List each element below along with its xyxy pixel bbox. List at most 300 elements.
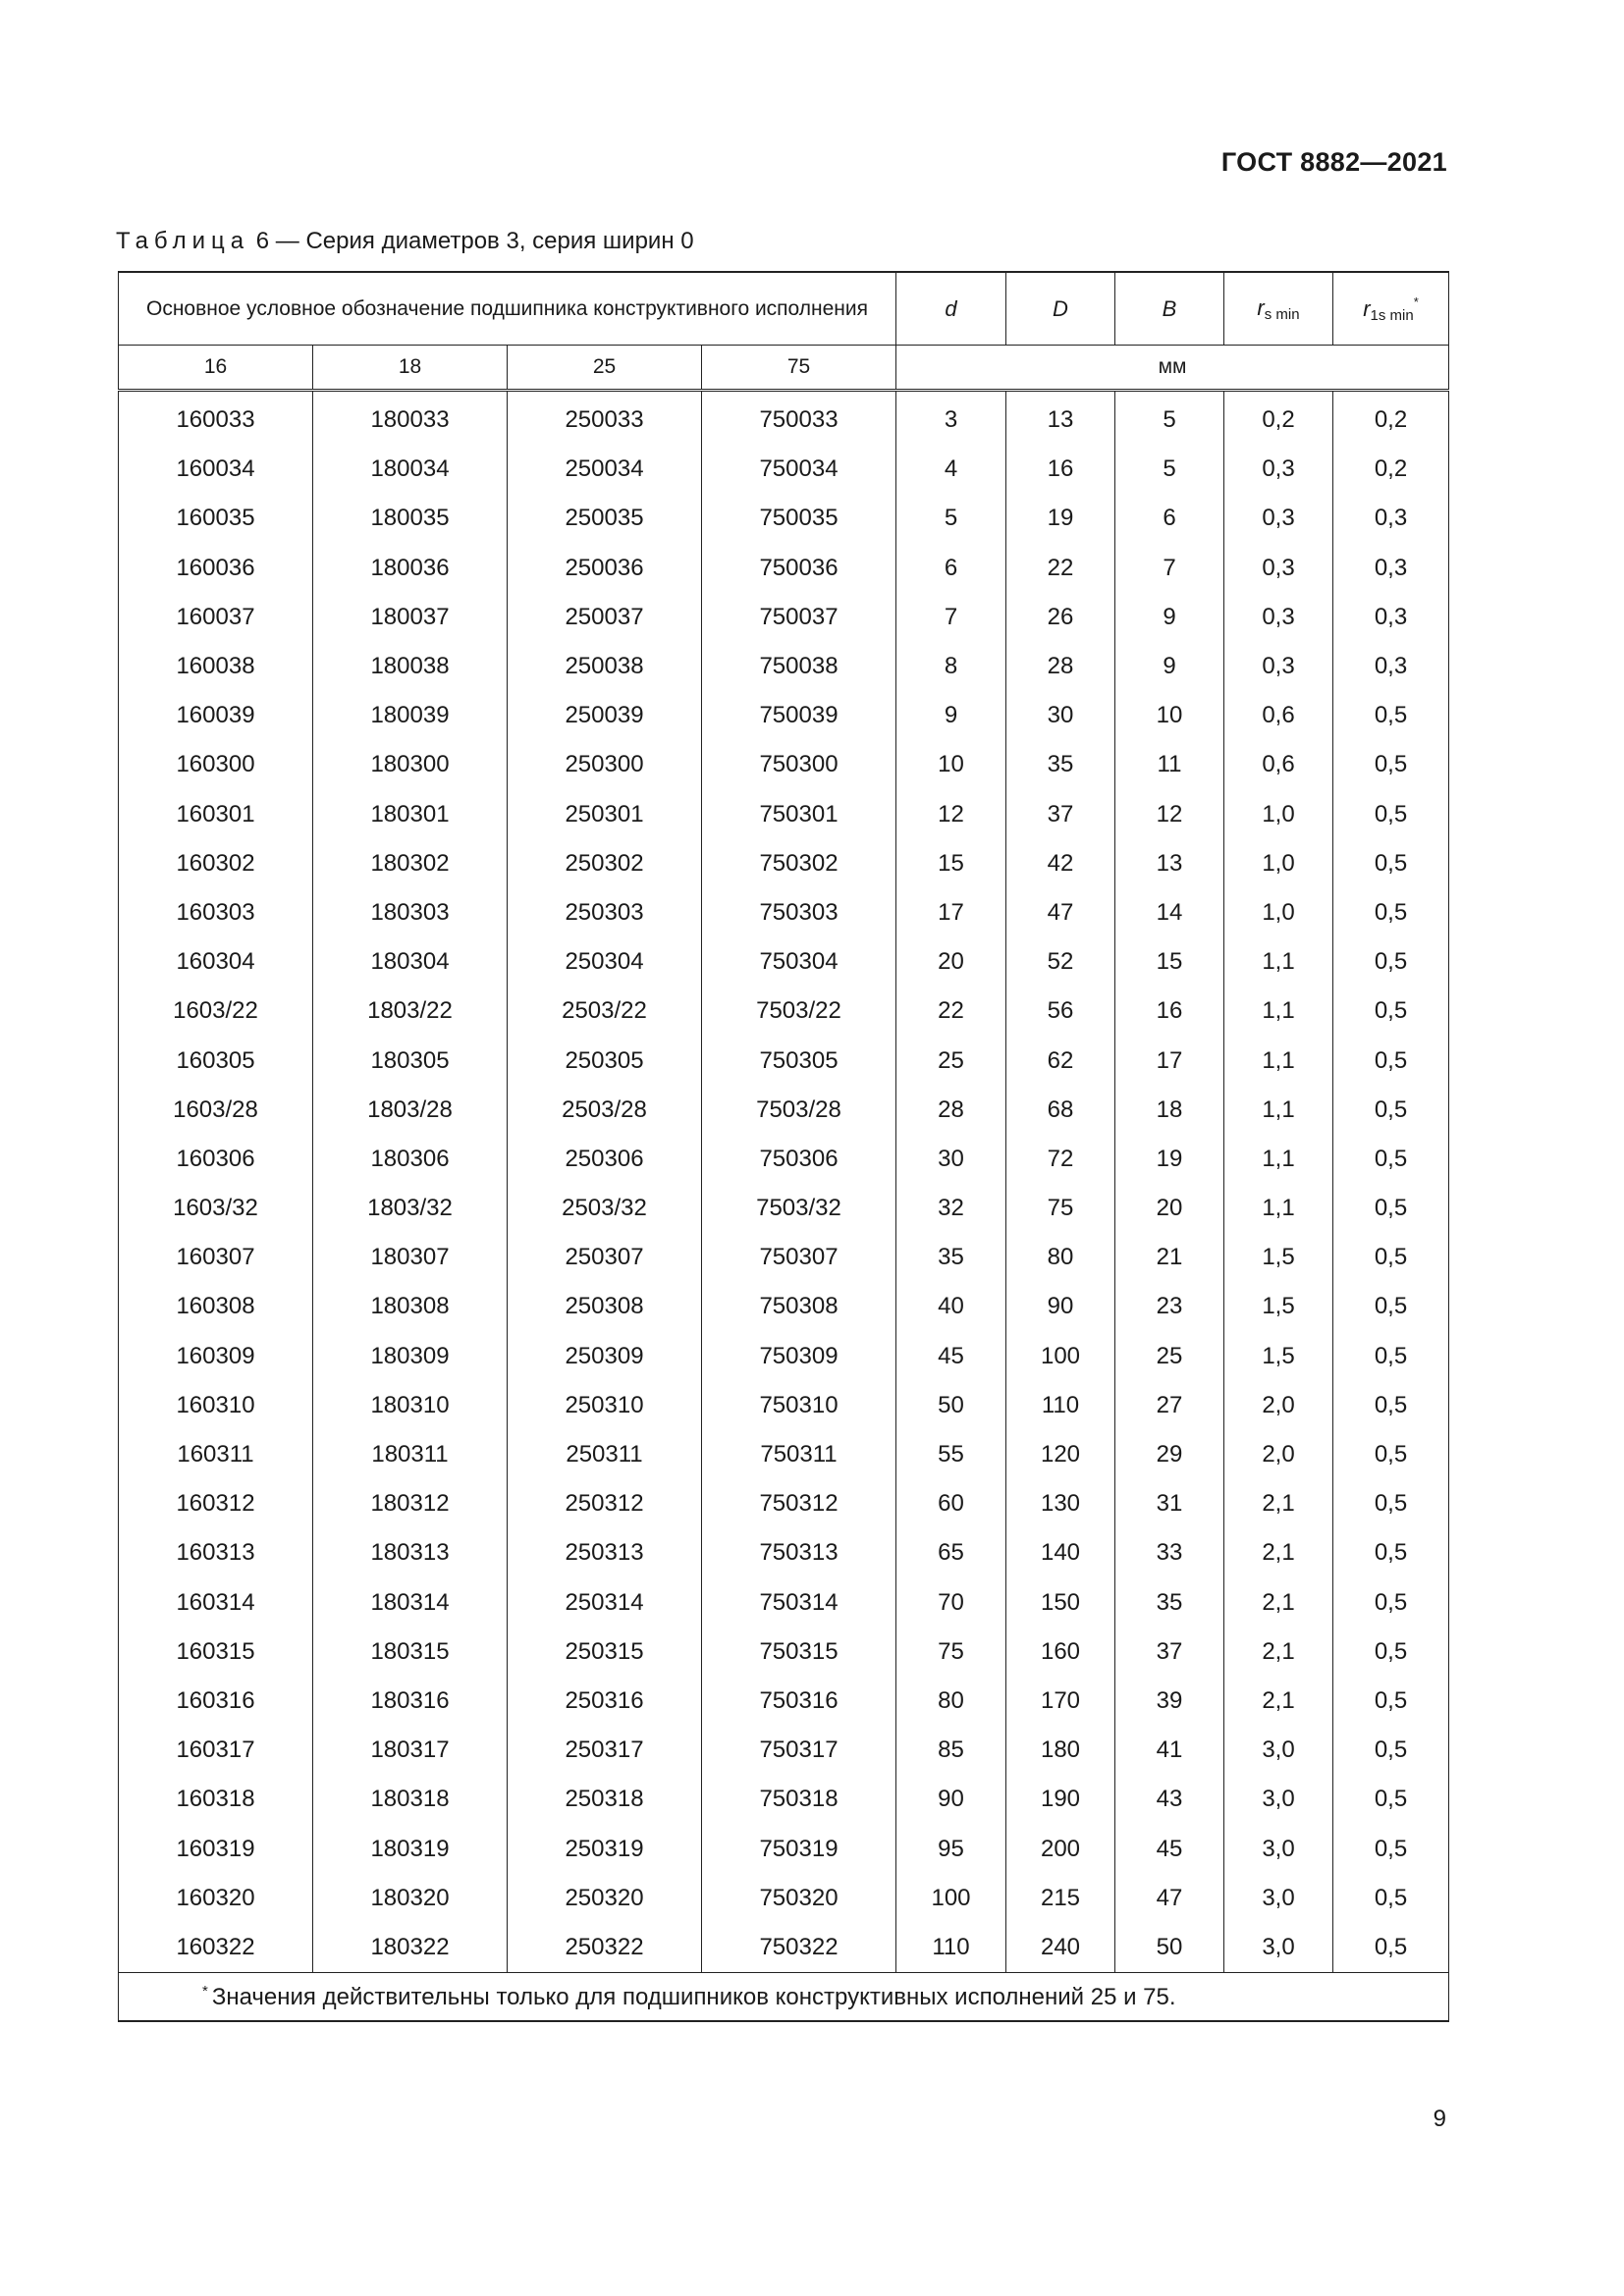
cell-designation-75: 750038 bbox=[702, 642, 896, 691]
cell-rs-min-value: 1,1 bbox=[1224, 1135, 1333, 1184]
cell-d-value: 7 bbox=[896, 593, 1006, 642]
cell-rs-min-value: 2,1 bbox=[1224, 1479, 1333, 1528]
cell-designation-25: 250312 bbox=[508, 1479, 702, 1528]
table-row bbox=[119, 1726, 1449, 1775]
table-row bbox=[119, 642, 1449, 691]
cell-rs-min-value: 3,0 bbox=[1224, 1824, 1333, 1873]
cell-outer-d-value: 52 bbox=[1006, 937, 1115, 987]
cell-designation-16: 160038 bbox=[119, 642, 313, 691]
cell-designation-25: 250038 bbox=[508, 642, 702, 691]
cell-b-value: 43 bbox=[1115, 1775, 1224, 1824]
cell-b-value: 11 bbox=[1115, 740, 1224, 789]
table-row bbox=[119, 1528, 1449, 1577]
cell-d-value: 95 bbox=[896, 1824, 1006, 1873]
cell-designation-18: 180304 bbox=[313, 937, 508, 987]
cell-designation-25: 250313 bbox=[508, 1528, 702, 1577]
header-row-main bbox=[119, 272, 1449, 346]
cell-outer-d-value: 75 bbox=[1006, 1184, 1115, 1233]
cell-b-value: 12 bbox=[1115, 790, 1224, 839]
cell-d-value: 110 bbox=[896, 1923, 1006, 1973]
table-row bbox=[119, 1086, 1449, 1135]
cell-b-value: 7 bbox=[1115, 544, 1224, 593]
footnote-row bbox=[119, 1973, 1449, 2022]
footnote-text: Значения действительны только для подшипников конструктивных исполнений 25 и 75. bbox=[211, 1983, 1176, 2010]
cell-b-value: 47 bbox=[1115, 1874, 1224, 1923]
cell-designation-75: 7503/22 bbox=[702, 987, 896, 1036]
cell-r1s-min-value: 0,2 bbox=[1333, 391, 1449, 446]
cell-designation-25: 250302 bbox=[508, 839, 702, 888]
cell-designation-16: 160316 bbox=[119, 1677, 313, 1726]
table-row bbox=[119, 1479, 1449, 1528]
cell-b-value: 5 bbox=[1115, 445, 1224, 494]
cell-b-value: 31 bbox=[1115, 1479, 1224, 1528]
width-header: B bbox=[1115, 272, 1224, 346]
cell-r1s-min-value: 0,5 bbox=[1333, 1135, 1449, 1184]
cell-r1s-min-value: 0,5 bbox=[1333, 987, 1449, 1036]
cell-rs-min-value: 0,2 bbox=[1224, 391, 1333, 446]
cell-designation-18: 180307 bbox=[313, 1233, 508, 1282]
cell-r1s-min-value: 0,5 bbox=[1333, 691, 1449, 740]
cell-outer-d-value: 37 bbox=[1006, 790, 1115, 839]
table-row bbox=[119, 391, 1449, 446]
cell-outer-d-value: 22 bbox=[1006, 544, 1115, 593]
cell-r1s-min-value: 0,5 bbox=[1333, 1036, 1449, 1085]
cell-rs-min-value: 0,6 bbox=[1224, 691, 1333, 740]
cell-d-value: 8 bbox=[896, 642, 1006, 691]
cell-d-value: 65 bbox=[896, 1528, 1006, 1577]
cell-b-value: 15 bbox=[1115, 937, 1224, 987]
cell-designation-16: 160304 bbox=[119, 937, 313, 987]
variant-header-75: 75 bbox=[702, 346, 896, 391]
cell-d-value: 85 bbox=[896, 1726, 1006, 1775]
cell-designation-16: 160033 bbox=[119, 391, 313, 446]
cell-b-value: 9 bbox=[1115, 593, 1224, 642]
table-row bbox=[119, 1381, 1449, 1430]
cell-designation-16: 160302 bbox=[119, 839, 313, 888]
cell-d-value: 32 bbox=[896, 1184, 1006, 1233]
cell-d-value: 28 bbox=[896, 1086, 1006, 1135]
cell-outer-d-value: 62 bbox=[1006, 1036, 1115, 1085]
cell-designation-18: 180320 bbox=[313, 1874, 508, 1923]
cell-r1s-min-value: 0,3 bbox=[1333, 642, 1449, 691]
table-row bbox=[119, 1332, 1449, 1381]
cell-b-value: 39 bbox=[1115, 1677, 1224, 1726]
table-row bbox=[119, 790, 1449, 839]
cell-rs-min-value: 0,3 bbox=[1224, 494, 1333, 543]
cell-designation-25: 250036 bbox=[508, 544, 702, 593]
cell-rs-min-value: 3,0 bbox=[1224, 1775, 1333, 1824]
cell-rs-min-value: 1,5 bbox=[1224, 1282, 1333, 1331]
cell-b-value: 21 bbox=[1115, 1233, 1224, 1282]
table-row bbox=[119, 740, 1449, 789]
table-row bbox=[119, 1135, 1449, 1184]
cell-r1s-min-value: 0,5 bbox=[1333, 1775, 1449, 1824]
cell-outer-d-value: 120 bbox=[1006, 1430, 1115, 1479]
cell-r1s-min-value: 0,5 bbox=[1333, 1824, 1449, 1873]
cell-designation-75: 750039 bbox=[702, 691, 896, 740]
cell-d-value: 45 bbox=[896, 1332, 1006, 1381]
cell-designation-75: 750309 bbox=[702, 1332, 896, 1381]
cell-b-value: 27 bbox=[1115, 1381, 1224, 1430]
cell-designation-18: 180313 bbox=[313, 1528, 508, 1577]
header-row-variants bbox=[119, 346, 1449, 391]
table-row bbox=[119, 888, 1449, 937]
cell-designation-25: 250303 bbox=[508, 888, 702, 937]
cell-outer-d-value: 28 bbox=[1006, 642, 1115, 691]
cell-designation-75: 750318 bbox=[702, 1775, 896, 1824]
cell-b-value: 29 bbox=[1115, 1430, 1224, 1479]
cell-r1s-min-value: 0,5 bbox=[1333, 1282, 1449, 1331]
chamfer-rs-symbol: r bbox=[1257, 294, 1265, 320]
cell-rs-min-value: 3,0 bbox=[1224, 1874, 1333, 1923]
cell-r1s-min-value: 0,5 bbox=[1333, 839, 1449, 888]
cell-designation-25: 250315 bbox=[508, 1628, 702, 1677]
table-row bbox=[119, 445, 1449, 494]
cell-designation-18: 180309 bbox=[313, 1332, 508, 1381]
cell-designation-25: 2503/32 bbox=[508, 1184, 702, 1233]
cell-designation-18: 180315 bbox=[313, 1628, 508, 1677]
cell-r1s-min-value: 0,5 bbox=[1333, 888, 1449, 937]
cell-b-value: 25 bbox=[1115, 1332, 1224, 1381]
cell-rs-min-value: 1,1 bbox=[1224, 1086, 1333, 1135]
cell-r1s-min-value: 0,5 bbox=[1333, 1332, 1449, 1381]
cell-r1s-min-value: 0,5 bbox=[1333, 1726, 1449, 1775]
cell-b-value: 6 bbox=[1115, 494, 1224, 543]
cell-b-value: 5 bbox=[1115, 391, 1224, 446]
cell-rs-min-value: 2,0 bbox=[1224, 1381, 1333, 1430]
cell-designation-18: 180301 bbox=[313, 790, 508, 839]
cell-d-value: 75 bbox=[896, 1628, 1006, 1677]
cell-designation-75: 750300 bbox=[702, 740, 896, 789]
chamfer-r1s-subscript: 1s min bbox=[1370, 306, 1414, 324]
cell-outer-d-value: 150 bbox=[1006, 1578, 1115, 1628]
unit-header: мм bbox=[896, 346, 1449, 391]
cell-rs-min-value: 1,5 bbox=[1224, 1332, 1333, 1381]
cell-designation-18: 180319 bbox=[313, 1824, 508, 1873]
cell-designation-75: 750305 bbox=[702, 1036, 896, 1085]
cell-designation-75: 750313 bbox=[702, 1528, 896, 1577]
cell-rs-min-value: 3,0 bbox=[1224, 1923, 1333, 1973]
cell-designation-18: 180039 bbox=[313, 691, 508, 740]
cell-designation-75: 750304 bbox=[702, 937, 896, 987]
cell-rs-min-value: 3,0 bbox=[1224, 1726, 1333, 1775]
cell-r1s-min-value: 0,5 bbox=[1333, 1923, 1449, 1973]
cell-designation-16: 160320 bbox=[119, 1874, 313, 1923]
cell-d-value: 30 bbox=[896, 1135, 1006, 1184]
cell-designation-25: 250311 bbox=[508, 1430, 702, 1479]
cell-outer-d-value: 100 bbox=[1006, 1332, 1115, 1381]
cell-designation-75: 750033 bbox=[702, 391, 896, 446]
cell-outer-d-value: 160 bbox=[1006, 1628, 1115, 1677]
cell-designation-25: 2503/28 bbox=[508, 1086, 702, 1135]
cell-outer-d-value: 80 bbox=[1006, 1233, 1115, 1282]
standard-code: ГОСТ 8882—2021 bbox=[1220, 147, 1447, 177]
cell-designation-18: 180311 bbox=[313, 1430, 508, 1479]
footnote-mark: * bbox=[202, 1982, 208, 2000]
cell-designation-18: 180314 bbox=[313, 1578, 508, 1628]
table-row bbox=[119, 1775, 1449, 1824]
cell-designation-16: 160036 bbox=[119, 544, 313, 593]
table-row bbox=[119, 1677, 1449, 1726]
cell-d-value: 12 bbox=[896, 790, 1006, 839]
cell-r1s-min-value: 0,5 bbox=[1333, 1677, 1449, 1726]
cell-r1s-min-value: 0,5 bbox=[1333, 1233, 1449, 1282]
cell-d-value: 90 bbox=[896, 1775, 1006, 1824]
cell-designation-75: 750036 bbox=[702, 544, 896, 593]
chamfer-rs-subscript: s min bbox=[1264, 305, 1300, 323]
table-row bbox=[119, 1824, 1449, 1873]
cell-outer-d-value: 110 bbox=[1006, 1381, 1115, 1430]
cell-designation-75: 7503/32 bbox=[702, 1184, 896, 1233]
cell-designation-16: 160315 bbox=[119, 1628, 313, 1677]
cell-d-value: 60 bbox=[896, 1479, 1006, 1528]
cell-d-value: 3 bbox=[896, 391, 1006, 446]
cell-designation-18: 180317 bbox=[313, 1726, 508, 1775]
cell-r1s-min-value: 0,5 bbox=[1333, 1528, 1449, 1577]
cell-designation-16: 160303 bbox=[119, 888, 313, 937]
cell-d-value: 50 bbox=[896, 1381, 1006, 1430]
cell-designation-16: 160039 bbox=[119, 691, 313, 740]
cell-rs-min-value: 1,0 bbox=[1224, 839, 1333, 888]
table-row bbox=[119, 593, 1449, 642]
cell-r1s-min-value: 0,5 bbox=[1333, 1381, 1449, 1430]
table-row bbox=[119, 1430, 1449, 1479]
cell-designation-75: 750301 bbox=[702, 790, 896, 839]
designation-header: Основное условное обозначение подшипника конструктивного исполнения bbox=[119, 272, 896, 346]
cell-designation-16: 160311 bbox=[119, 1430, 313, 1479]
cell-designation-75: 750306 bbox=[702, 1135, 896, 1184]
cell-rs-min-value: 1,5 bbox=[1224, 1233, 1333, 1282]
cell-designation-18: 180305 bbox=[313, 1036, 508, 1085]
cell-b-value: 20 bbox=[1115, 1184, 1224, 1233]
cell-b-value: 19 bbox=[1115, 1135, 1224, 1184]
cell-designation-25: 250320 bbox=[508, 1874, 702, 1923]
bearing-table bbox=[118, 271, 1449, 2022]
cell-designation-25: 250314 bbox=[508, 1578, 702, 1628]
cell-r1s-min-value: 0,5 bbox=[1333, 1479, 1449, 1528]
cell-designation-75: 750317 bbox=[702, 1726, 896, 1775]
cell-d-value: 55 bbox=[896, 1430, 1006, 1479]
cell-outer-d-value: 16 bbox=[1006, 445, 1115, 494]
cell-outer-d-value: 19 bbox=[1006, 494, 1115, 543]
cell-designation-25: 250304 bbox=[508, 937, 702, 987]
cell-designation-16: 160308 bbox=[119, 1282, 313, 1331]
table-row bbox=[119, 544, 1449, 593]
cell-outer-d-value: 13 bbox=[1006, 391, 1115, 446]
cell-designation-25: 250318 bbox=[508, 1775, 702, 1824]
cell-d-value: 20 bbox=[896, 937, 1006, 987]
cell-d-value: 6 bbox=[896, 544, 1006, 593]
cell-d-value: 35 bbox=[896, 1233, 1006, 1282]
cell-designation-75: 750319 bbox=[702, 1824, 896, 1873]
cell-designation-25: 250319 bbox=[508, 1824, 702, 1873]
table-row bbox=[119, 1874, 1449, 1923]
cell-designation-18: 180302 bbox=[313, 839, 508, 888]
cell-designation-75: 750311 bbox=[702, 1430, 896, 1479]
cell-designation-16: 160318 bbox=[119, 1775, 313, 1824]
cell-rs-min-value: 1,1 bbox=[1224, 937, 1333, 987]
cell-rs-min-value: 1,0 bbox=[1224, 790, 1333, 839]
cell-outer-d-value: 68 bbox=[1006, 1086, 1115, 1135]
cell-rs-min-value: 0,3 bbox=[1224, 544, 1333, 593]
cell-rs-min-value: 0,3 bbox=[1224, 593, 1333, 642]
cell-b-value: 13 bbox=[1115, 839, 1224, 888]
cell-designation-25: 250305 bbox=[508, 1036, 702, 1085]
cell-rs-min-value: 0,3 bbox=[1224, 445, 1333, 494]
cell-designation-16: 160305 bbox=[119, 1036, 313, 1085]
cell-b-value: 16 bbox=[1115, 987, 1224, 1036]
cell-designation-18: 180038 bbox=[313, 642, 508, 691]
page-number: 9 bbox=[1433, 2106, 1446, 2132]
cell-outer-d-value: 30 bbox=[1006, 691, 1115, 740]
cell-designation-16: 160322 bbox=[119, 1923, 313, 1973]
cell-designation-16: 160301 bbox=[119, 790, 313, 839]
cell-outer-d-value: 240 bbox=[1006, 1923, 1115, 1973]
cell-designation-75: 750037 bbox=[702, 593, 896, 642]
cell-d-value: 9 bbox=[896, 691, 1006, 740]
chamfer-r1s-header bbox=[1333, 272, 1449, 346]
cell-outer-d-value: 180 bbox=[1006, 1726, 1115, 1775]
cell-r1s-min-value: 0,5 bbox=[1333, 1086, 1449, 1135]
cell-designation-25: 250037 bbox=[508, 593, 702, 642]
cell-designation-75: 7503/28 bbox=[702, 1086, 896, 1135]
cell-rs-min-value: 1,1 bbox=[1224, 1036, 1333, 1085]
cell-designation-75: 750316 bbox=[702, 1677, 896, 1726]
cell-r1s-min-value: 0,5 bbox=[1333, 1628, 1449, 1677]
cell-designation-16: 160306 bbox=[119, 1135, 313, 1184]
cell-designation-75: 750307 bbox=[702, 1233, 896, 1282]
cell-designation-18: 1803/28 bbox=[313, 1086, 508, 1135]
cell-outer-d-value: 140 bbox=[1006, 1528, 1115, 1577]
cell-designation-16: 160314 bbox=[119, 1578, 313, 1628]
cell-designation-25: 250317 bbox=[508, 1726, 702, 1775]
cell-r1s-min-value: 0,3 bbox=[1333, 494, 1449, 543]
cell-rs-min-value: 1,1 bbox=[1224, 1184, 1333, 1233]
cell-d-value: 17 bbox=[896, 888, 1006, 937]
outer-diameter-header: D bbox=[1006, 272, 1115, 346]
cell-r1s-min-value: 0,5 bbox=[1333, 790, 1449, 839]
cell-designation-75: 750308 bbox=[702, 1282, 896, 1331]
cell-d-value: 100 bbox=[896, 1874, 1006, 1923]
cell-outer-d-value: 35 bbox=[1006, 740, 1115, 789]
cell-designation-25: 250300 bbox=[508, 740, 702, 789]
cell-designation-25: 250309 bbox=[508, 1332, 702, 1381]
cell-r1s-min-value: 0,5 bbox=[1333, 1874, 1449, 1923]
cell-b-value: 14 bbox=[1115, 888, 1224, 937]
cell-outer-d-value: 72 bbox=[1006, 1135, 1115, 1184]
cell-outer-d-value: 170 bbox=[1006, 1677, 1115, 1726]
cell-r1s-min-value: 0,3 bbox=[1333, 544, 1449, 593]
cell-designation-75: 750035 bbox=[702, 494, 896, 543]
cell-designation-25: 250301 bbox=[508, 790, 702, 839]
cell-d-value: 80 bbox=[896, 1677, 1006, 1726]
cell-designation-75: 750303 bbox=[702, 888, 896, 937]
cell-designation-75: 750320 bbox=[702, 1874, 896, 1923]
cell-d-value: 4 bbox=[896, 445, 1006, 494]
cell-designation-18: 180322 bbox=[313, 1923, 508, 1973]
table-row bbox=[119, 1282, 1449, 1331]
cell-designation-18: 180300 bbox=[313, 740, 508, 789]
cell-b-value: 37 bbox=[1115, 1628, 1224, 1677]
chamfer-rs-header bbox=[1224, 272, 1333, 346]
cell-designation-16: 160309 bbox=[119, 1332, 313, 1381]
table-caption bbox=[116, 228, 694, 255]
cell-designation-18: 1803/32 bbox=[313, 1184, 508, 1233]
table-row bbox=[119, 1184, 1449, 1233]
cell-designation-16: 160312 bbox=[119, 1479, 313, 1528]
table-row bbox=[119, 839, 1449, 888]
cell-rs-min-value: 0,3 bbox=[1224, 642, 1333, 691]
cell-designation-25: 250322 bbox=[508, 1923, 702, 1973]
cell-b-value: 17 bbox=[1115, 1036, 1224, 1085]
cell-outer-d-value: 56 bbox=[1006, 987, 1115, 1036]
table-row bbox=[119, 1628, 1449, 1677]
cell-r1s-min-value: 0,5 bbox=[1333, 740, 1449, 789]
cell-outer-d-value: 90 bbox=[1006, 1282, 1115, 1331]
cell-rs-min-value: 2,1 bbox=[1224, 1578, 1333, 1628]
cell-designation-25: 2503/22 bbox=[508, 987, 702, 1036]
cell-designation-16: 160037 bbox=[119, 593, 313, 642]
cell-designation-16: 160313 bbox=[119, 1528, 313, 1577]
cell-designation-16: 160317 bbox=[119, 1726, 313, 1775]
cell-designation-25: 250035 bbox=[508, 494, 702, 543]
table-row bbox=[119, 1578, 1449, 1628]
cell-b-value: 35 bbox=[1115, 1578, 1224, 1628]
table-caption-text: 6 — Серия диаметров 3, серия ширин 0 bbox=[255, 228, 694, 254]
cell-b-value: 33 bbox=[1115, 1528, 1224, 1577]
cell-r1s-min-value: 0,5 bbox=[1333, 1578, 1449, 1628]
cell-designation-16: 160034 bbox=[119, 445, 313, 494]
cell-r1s-min-value: 0,2 bbox=[1333, 445, 1449, 494]
cell-designation-18: 1803/22 bbox=[313, 987, 508, 1036]
table-row bbox=[119, 1923, 1449, 1973]
cell-outer-d-value: 190 bbox=[1006, 1775, 1115, 1824]
table-caption-word: Таблица bbox=[116, 228, 250, 254]
table-row bbox=[119, 691, 1449, 740]
cell-b-value: 50 bbox=[1115, 1923, 1224, 1973]
cell-b-value: 45 bbox=[1115, 1824, 1224, 1873]
cell-designation-75: 750302 bbox=[702, 839, 896, 888]
cell-outer-d-value: 26 bbox=[1006, 593, 1115, 642]
cell-designation-75: 750310 bbox=[702, 1381, 896, 1430]
cell-b-value: 41 bbox=[1115, 1726, 1224, 1775]
cell-d-value: 25 bbox=[896, 1036, 1006, 1085]
cell-d-value: 15 bbox=[896, 839, 1006, 888]
cell-designation-16: 160035 bbox=[119, 494, 313, 543]
cell-designation-25: 250306 bbox=[508, 1135, 702, 1184]
cell-b-value: 18 bbox=[1115, 1086, 1224, 1135]
variant-header-25: 25 bbox=[508, 346, 702, 391]
chamfer-r1s-footnote-mark: * bbox=[1413, 294, 1419, 309]
cell-b-value: 9 bbox=[1115, 642, 1224, 691]
cell-outer-d-value: 200 bbox=[1006, 1824, 1115, 1873]
table-body bbox=[119, 391, 1449, 1973]
chamfer-r1s-symbol: r bbox=[1363, 295, 1371, 321]
cell-designation-16: 1603/32 bbox=[119, 1184, 313, 1233]
cell-designation-75: 750315 bbox=[702, 1628, 896, 1677]
table-row bbox=[119, 987, 1449, 1036]
cell-d-value: 22 bbox=[896, 987, 1006, 1036]
cell-designation-18: 180316 bbox=[313, 1677, 508, 1726]
table-row bbox=[119, 1233, 1449, 1282]
cell-designation-18: 180036 bbox=[313, 544, 508, 593]
cell-designation-18: 180303 bbox=[313, 888, 508, 937]
table-row bbox=[119, 937, 1449, 987]
variant-header-16: 16 bbox=[119, 346, 313, 391]
cell-designation-75: 750034 bbox=[702, 445, 896, 494]
table-row bbox=[119, 1036, 1449, 1085]
cell-designation-25: 250039 bbox=[508, 691, 702, 740]
